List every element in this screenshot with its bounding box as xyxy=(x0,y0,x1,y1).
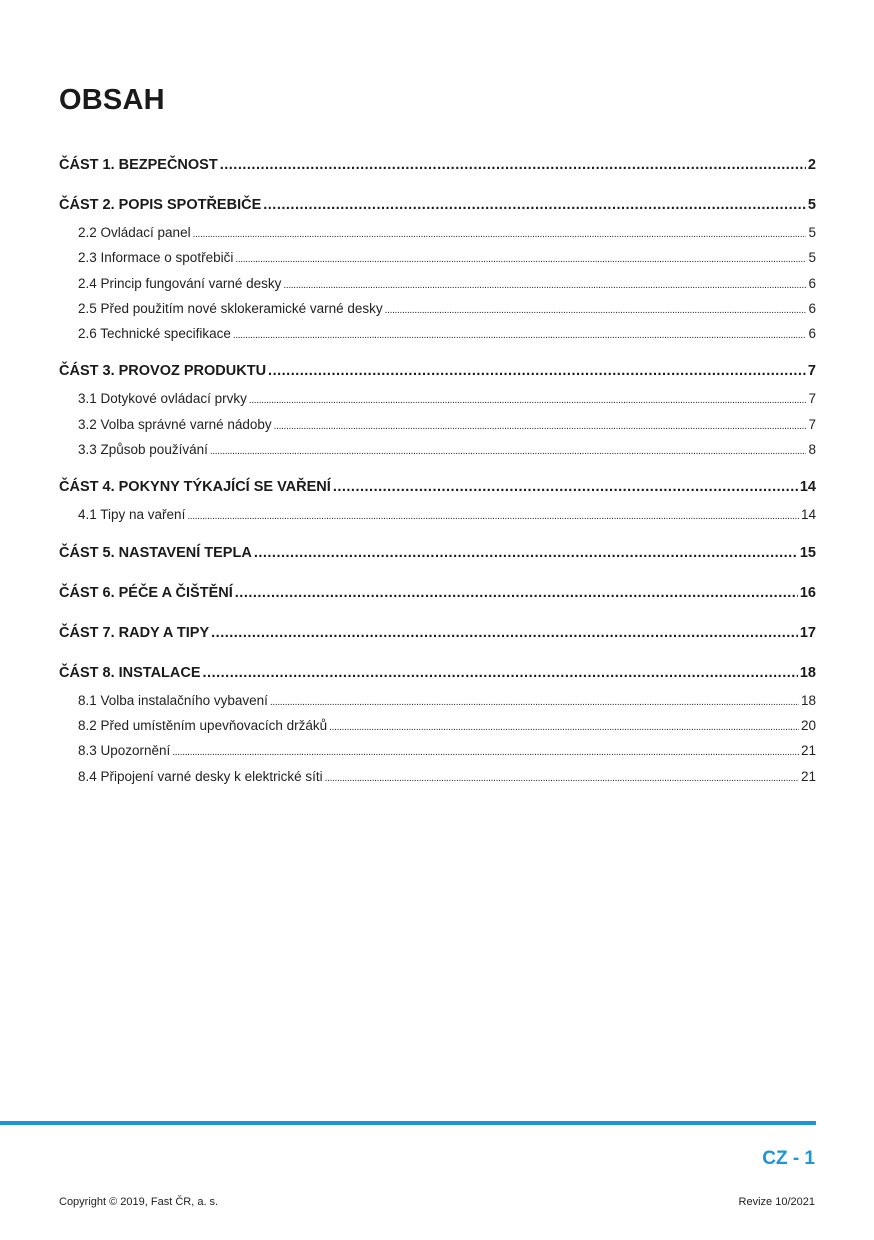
footer-rule xyxy=(0,1121,816,1125)
toc-subsection-entry-label: 8.4 Připojení varné desky k elektrické síti xyxy=(78,768,323,784)
toc-chapter-entry-page: 7 xyxy=(807,363,816,380)
revision-label: Revize 10/2021 xyxy=(738,1196,815,1208)
toc-chapter-entry[interactable] xyxy=(59,658,816,688)
toc-subsection-entry-page: 14 xyxy=(800,507,816,523)
toc-chapter-entry[interactable] xyxy=(59,190,816,220)
dot-leader xyxy=(283,281,806,295)
toc-chapter-entry-label: ČÁST 6. PÉČE A ČIŠTĚNÍ xyxy=(59,584,233,601)
dot-leader xyxy=(220,158,806,173)
dot-leader xyxy=(187,512,799,526)
toc-subsection-entry[interactable] xyxy=(59,245,816,270)
toc-chapter-entry-label: ČÁST 4. POKYNY TÝKAJÍCÍ SE VAŘENÍ xyxy=(59,479,331,496)
toc-section xyxy=(59,150,816,180)
toc-chapter-entry-page: 16 xyxy=(799,584,816,601)
toc-subsection-entry-page: 5 xyxy=(808,225,816,240)
toc-chapter-entry-label: ČÁST 7. RADY A TIPY xyxy=(59,624,210,641)
toc-chapter-entry[interactable] xyxy=(59,472,816,502)
toc-chapter-entry[interactable] xyxy=(59,578,816,608)
page-number: CZ - 1 xyxy=(762,1148,815,1169)
toc-subsection-entry-label: 2.3 Informace o spotřebiči xyxy=(78,250,234,266)
toc-subsection-entry-page: 5 xyxy=(808,250,816,266)
dot-leader xyxy=(203,666,798,681)
toc-subsection-entry-label: 2.5 Před použitím nové sklokeramické varné desky xyxy=(78,300,383,316)
toc-chapter-entry-label: ČÁST 3. PROVOZ PRODUKTU xyxy=(59,363,267,380)
toc-subsection-entry-label: 8.1 Volba instalačního vybavení xyxy=(78,692,268,708)
toc-section xyxy=(59,618,816,648)
toc-subsection-entry[interactable] xyxy=(59,688,816,713)
toc-subsection-entry[interactable] xyxy=(59,764,816,789)
toc-subsection-entry-label: 8.2 Před umístěním upevňovacích držáků xyxy=(78,717,328,733)
toc-chapter-entry-label: ČÁST 8. INSTALACE xyxy=(59,664,201,681)
toc-section xyxy=(59,538,816,568)
toc-section xyxy=(59,356,816,462)
dot-leader xyxy=(249,396,807,410)
toc-section xyxy=(59,658,816,789)
page-title: OBSAH xyxy=(59,84,165,116)
toc-chapter-entry-page: 18 xyxy=(799,664,816,681)
toc-subsection-entry-label: 3.1 Dotykové ovládací prvky xyxy=(78,391,247,407)
toc-subsection-entry-label: 8.3 Upozornění xyxy=(78,743,171,759)
dot-leader xyxy=(329,723,799,737)
toc-chapter-entry-page: 17 xyxy=(799,624,816,641)
toc-subsection-entry-page: 6 xyxy=(808,326,816,342)
toc-chapter-entry[interactable] xyxy=(59,150,816,180)
toc-subsection-entry-page: 21 xyxy=(800,743,816,759)
toc-subsection-entry-label: 3.3 Způsob používání xyxy=(78,442,208,458)
toc-subsection-entry[interactable] xyxy=(59,437,816,462)
toc-subsection-entry-page: 6 xyxy=(808,275,816,291)
toc-section xyxy=(59,578,816,608)
toc-subsection-entry-page: 8 xyxy=(808,442,816,458)
toc-chapter-entry[interactable] xyxy=(59,618,816,648)
toc-subsection-entry-page: 6 xyxy=(808,300,816,316)
toc-subsection-entry-label: 2.2 Ovládací panel xyxy=(78,225,191,240)
toc-section xyxy=(59,472,816,527)
toc-subsection-entry-page: 18 xyxy=(800,692,816,708)
dot-leader xyxy=(325,774,799,788)
toc-subsection-entry[interactable] xyxy=(59,502,816,527)
toc-subsection-entry-label: 4.1 Tipy na vaření xyxy=(78,507,186,523)
dot-leader xyxy=(233,331,807,345)
toc-subsection-entry[interactable] xyxy=(59,412,816,437)
dot-leader xyxy=(263,198,806,213)
dot-leader xyxy=(193,230,807,244)
dot-leader xyxy=(270,698,799,712)
toc-subsection-entry[interactable] xyxy=(59,271,816,296)
toc-chapter-entry-page: 14 xyxy=(799,479,816,496)
toc-subsection-entry-page: 21 xyxy=(800,768,816,784)
toc-subsection-entry[interactable] xyxy=(59,321,816,346)
dot-leader xyxy=(333,480,798,495)
toc-subsection-entry[interactable] xyxy=(59,220,816,245)
toc-subsection-entry[interactable] xyxy=(59,738,816,763)
toc-subsection-entry-label: 2.4 Princip fungování varné desky xyxy=(78,275,282,291)
dot-leader xyxy=(274,422,807,436)
copyright-notice: Copyright © 2019, Fast ČR, a. s. xyxy=(59,1196,219,1208)
toc-chapter-entry-page: 15 xyxy=(799,544,816,561)
toc-subsection-entry-page: 7 xyxy=(808,416,816,432)
toc-subsection-entry-page: 20 xyxy=(800,717,816,733)
table-of-contents xyxy=(59,150,816,799)
dot-leader xyxy=(385,306,807,320)
dot-leader xyxy=(235,586,798,601)
toc-chapter-entry[interactable] xyxy=(59,356,816,386)
toc-subsection-entry[interactable] xyxy=(59,713,816,738)
toc-subsection-entry-page: 7 xyxy=(808,391,816,407)
dot-leader xyxy=(235,255,806,269)
dot-leader xyxy=(210,447,807,461)
toc-section xyxy=(59,190,816,346)
dot-leader xyxy=(254,546,798,561)
toc-chapter-entry-page: 5 xyxy=(807,197,816,213)
toc-chapter-entry-label: ČÁST 2. POPIS SPOTŘEBIČE xyxy=(59,197,262,213)
toc-chapter-entry-page: 2 xyxy=(807,157,816,173)
toc-chapter-entry-label: ČÁST 5. NASTAVENÍ TEPLA xyxy=(59,544,252,561)
toc-subsection-entry[interactable] xyxy=(59,296,816,321)
toc-subsection-entry[interactable] xyxy=(59,386,816,411)
dot-leader xyxy=(172,748,799,762)
toc-subsection-entry-label: 3.2 Volba správné varné nádoby xyxy=(78,416,272,432)
dot-leader xyxy=(211,626,798,641)
toc-subsection-entry-label: 2.6 Technické specifikace xyxy=(78,326,231,342)
toc-chapter-entry[interactable] xyxy=(59,538,816,568)
dot-leader xyxy=(268,364,806,379)
toc-chapter-entry-label: ČÁST 1. BEZPEČNOST xyxy=(59,157,218,173)
